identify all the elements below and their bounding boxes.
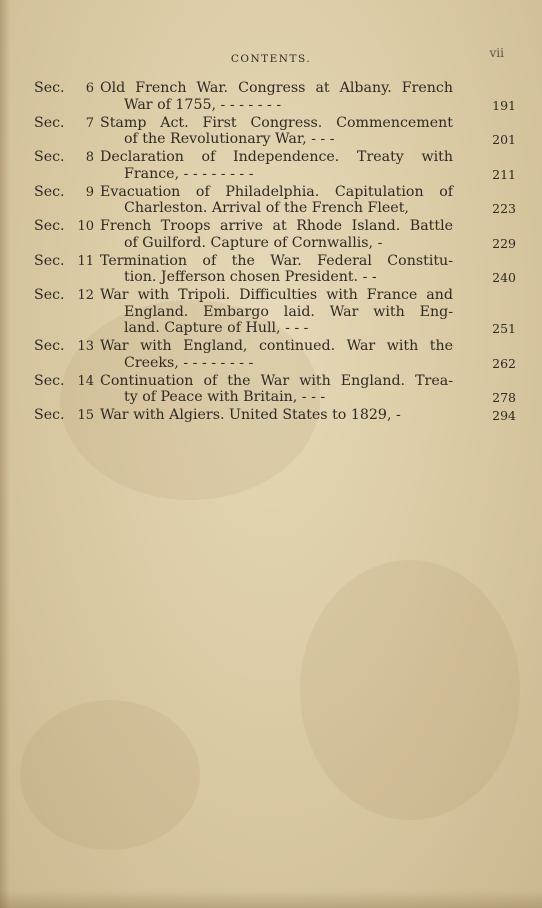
section-label bbox=[34, 287, 96, 305]
section-label bbox=[34, 184, 96, 202]
section-label bbox=[34, 338, 96, 356]
section-word: Sec. bbox=[34, 183, 65, 200]
section-word: Sec. bbox=[34, 149, 65, 165]
entry-page-number: 251 bbox=[492, 321, 516, 336]
entry-text-line: ty of Peace with Britain, - - - bbox=[124, 389, 326, 405]
section-label bbox=[34, 218, 96, 236]
toc-entry bbox=[34, 287, 516, 337]
paper-stain bbox=[300, 560, 520, 820]
paper-stain bbox=[20, 700, 200, 850]
section-label bbox=[34, 253, 96, 271]
section-number: 11 bbox=[77, 253, 94, 269]
entry-page-number: 201 bbox=[492, 132, 516, 147]
entry-text-line: Charleston. Arrival of the French Fleet, bbox=[124, 200, 409, 216]
entry-text-line: tion. Jefferson chosen President. - - bbox=[124, 269, 377, 285]
toc-entry bbox=[34, 115, 516, 148]
section-number: 6 bbox=[85, 81, 94, 96]
entry-text-line: Continuation of the War with England. Trea- bbox=[100, 372, 453, 389]
entry-text-line: War with Algiers. United States to 1829, - bbox=[100, 407, 401, 423]
toc-entry bbox=[34, 184, 516, 217]
entry-text-line: War with Tripoli. Difficulties with France and bbox=[100, 287, 453, 303]
section-label bbox=[34, 149, 96, 167]
toc-entry bbox=[34, 373, 516, 406]
entry-page-number: 262 bbox=[492, 355, 516, 371]
section-word: Sec. bbox=[34, 287, 65, 303]
section-number: 7 bbox=[85, 115, 94, 131]
table-of-contents bbox=[34, 80, 516, 425]
page-edge-shadow bbox=[0, 0, 10, 908]
section-number: 9 bbox=[85, 184, 94, 200]
page-number: vii bbox=[489, 46, 504, 60]
section-word: Sec. bbox=[34, 80, 65, 96]
section-label bbox=[34, 373, 96, 391]
entry-page-number: 294 bbox=[492, 408, 516, 423]
toc-entry bbox=[34, 80, 516, 113]
section-number: 13 bbox=[77, 339, 94, 354]
entry-page-number: 211 bbox=[492, 166, 516, 182]
section-label bbox=[34, 80, 96, 98]
running-header bbox=[0, 46, 542, 70]
entry-page-number: 229 bbox=[492, 235, 516, 251]
entry-page-number: 240 bbox=[492, 270, 516, 285]
entry-text-line: of the Revolutionary War, - - - bbox=[124, 131, 335, 147]
entry-text-line: French Troops arrive at Rhode Island. Battle bbox=[100, 218, 453, 234]
entry-text-line: Termination of the War. Federal Constitu- bbox=[100, 252, 453, 269]
page-edge-shadow bbox=[0, 890, 542, 908]
section-label bbox=[34, 115, 96, 133]
section-number: 15 bbox=[77, 408, 94, 423]
section-word: Sec. bbox=[34, 372, 65, 389]
toc-entry bbox=[34, 218, 516, 251]
section-word: Sec. bbox=[34, 252, 65, 269]
entry-text-line: England. Embargo laid. War with Eng- bbox=[124, 303, 453, 320]
section-label bbox=[34, 407, 96, 425]
toc-entry bbox=[34, 407, 516, 424]
toc-entry bbox=[34, 338, 516, 371]
entry-text-line: War of 1755, - - - - - - - bbox=[124, 96, 282, 113]
section-word: Sec. bbox=[34, 407, 65, 423]
entry-page-number: 191 bbox=[492, 97, 516, 113]
entry-text-line: land. Capture of Hull, - - - bbox=[124, 320, 309, 336]
section-word: Sec. bbox=[34, 114, 65, 131]
section-number: 14 bbox=[77, 373, 94, 389]
entry-text-line: Old French War. Congress at Albany. French bbox=[100, 80, 453, 96]
running-title: CONTENTS. bbox=[230, 53, 312, 65]
section-word: Sec. bbox=[34, 338, 65, 354]
section-number: 10 bbox=[77, 219, 94, 234]
section-number: 8 bbox=[85, 150, 94, 165]
entry-text-line: War with England, continued. War with the bbox=[100, 338, 453, 354]
entry-text-line: Creeks, - - - - - - - - bbox=[124, 354, 254, 371]
entry-text-line: Evacuation of Philadelphia. Capitulation of bbox=[100, 183, 453, 200]
entry-text-line: of Guilford. Capture of Cornwallis, - bbox=[124, 234, 383, 251]
section-word: Sec. bbox=[34, 218, 65, 234]
section-number: 12 bbox=[77, 288, 94, 303]
entry-page-number: 278 bbox=[492, 390, 516, 405]
entry-text-line: Declaration of Independence. Treaty with bbox=[100, 149, 453, 165]
entry-text-line: Stamp Act. First Congress. Commencement bbox=[100, 114, 453, 131]
toc-entry bbox=[34, 253, 516, 286]
entry-text-line: France, - - - - - - - - bbox=[124, 165, 254, 182]
entry-page-number: 223 bbox=[492, 201, 516, 216]
toc-entry bbox=[34, 149, 516, 182]
